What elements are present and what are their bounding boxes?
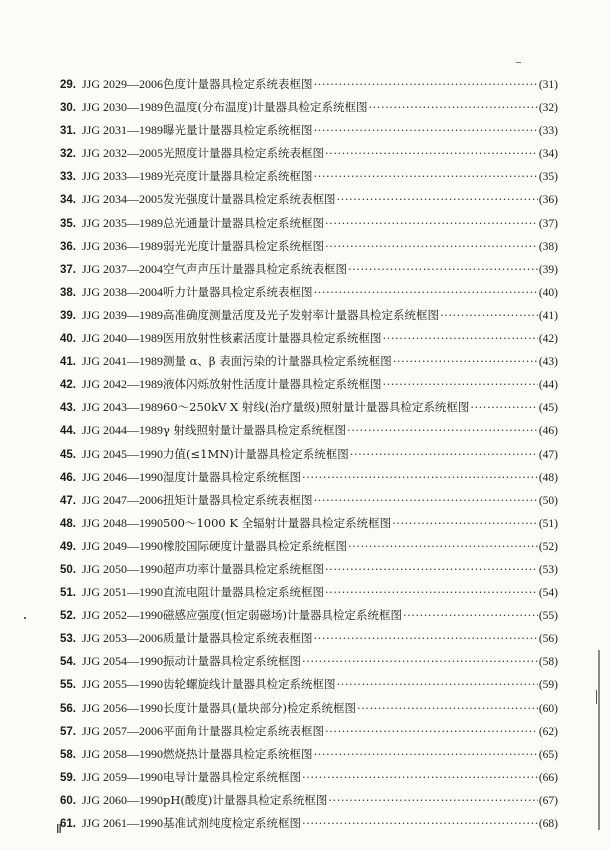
entry-page-number: (60): [538, 702, 558, 715]
entry-title: 色度计量器具检定系统表框图: [163, 77, 313, 91]
toc-entry[interactable]: [60, 604, 558, 627]
entry-title: γ 射线照射量计量器具检定系统框图: [163, 423, 347, 438]
entry-title: 500～1000 K 全辐射计量器具检定系统框图: [163, 515, 392, 530]
standard-code: JJG 2059—1990: [82, 769, 164, 784]
entry-title: 听力计量器具检定系统表框图: [163, 284, 313, 299]
scan-dot-mark: [24, 617, 26, 619]
entry-page-number: (47): [538, 448, 558, 461]
entry-number: 31.: [60, 125, 76, 138]
dot-leader: [325, 581, 538, 604]
entry-page-number: (50): [538, 494, 558, 507]
toc-entry[interactable]: [60, 235, 558, 258]
entry-title: 曝光量计量器具检定系统框图: [163, 123, 313, 138]
dot-leader: [347, 419, 538, 442]
toc-entry[interactable]: [60, 673, 558, 696]
dot-leader: [314, 281, 538, 304]
entry-title: 橡胶国际硬度计量器具检定系统框图: [163, 538, 348, 553]
standard-code: JJG 2060—1990: [82, 792, 164, 807]
entry-number: 32.: [60, 148, 76, 161]
standard-code: JJG 2049—1990: [82, 538, 164, 553]
dot-leader: [302, 766, 538, 789]
dot-leader: [302, 812, 538, 835]
entry-page-number: (36): [538, 194, 558, 207]
entry-number: 50.: [60, 563, 76, 576]
toc-entry[interactable]: [60, 489, 558, 512]
dot-leader: [325, 142, 538, 165]
entry-number: 53.: [60, 633, 76, 646]
entry-title: 高准确度测量活度及光子发射率计量器具检定系统框图: [163, 307, 440, 322]
entry-number: 55.: [60, 679, 76, 692]
entry-title: 弱光光度计量器具检定系统框图: [163, 238, 325, 253]
toc-entry[interactable]: [60, 581, 558, 604]
entry-page-number: (56): [538, 633, 558, 646]
standard-code: JJG 2037—2004: [82, 261, 164, 276]
toc-entry[interactable]: [60, 119, 558, 142]
standard-code: JJG 2050—1990: [82, 561, 164, 576]
entry-page-number: (65): [538, 748, 558, 761]
entry-number: 59.: [60, 771, 76, 784]
standard-code: JJG 2051—1990: [82, 585, 164, 600]
toc-entry[interactable]: [60, 743, 558, 766]
dot-leader: [325, 720, 538, 743]
standard-code: JJG 2034—2005: [82, 192, 164, 207]
entry-number: 49.: [60, 540, 76, 553]
entry-page-number: (52): [538, 540, 558, 553]
dot-leader: [392, 512, 538, 535]
entry-page-number: (40): [538, 286, 558, 299]
entry-title: 医用放射性核素活度计量器具检定系统框图: [163, 331, 382, 346]
toc-entry[interactable]: [60, 419, 558, 442]
scan-edge-mark-small: [596, 690, 597, 704]
dot-leader: [314, 73, 538, 96]
entry-page-number: (62): [538, 725, 558, 738]
entry-title: 电导计量器具检定系统框图: [163, 769, 302, 784]
toc-entry[interactable]: [60, 627, 558, 650]
toc-entry[interactable]: [60, 558, 558, 581]
entry-number: 41.: [60, 356, 76, 369]
entry-title: 质量计量器具检定系统表框图: [163, 631, 313, 646]
dot-leader: [440, 304, 538, 327]
dot-leader: [403, 604, 538, 627]
dot-leader: [325, 558, 538, 581]
toc-entry[interactable]: [60, 443, 558, 466]
entry-page-number: (38): [538, 240, 558, 253]
dot-leader: [337, 188, 538, 211]
entry-title: 测量 α、β 表面污染的计量器具检定系统框图: [163, 354, 392, 369]
entry-page-number: (31): [538, 79, 558, 91]
entry-page-number: (48): [538, 471, 558, 484]
standard-code: JJG 2054—1990: [82, 654, 164, 669]
entry-title: 超声功率计量器具检定系统框图: [163, 561, 325, 576]
entry-number: 61.: [60, 818, 76, 830]
entry-title: 液体闪烁放射性活度计量器具检定系统框图: [163, 377, 382, 392]
standard-code: JJG 2048—1990: [82, 515, 164, 530]
entry-number: 56.: [60, 702, 76, 715]
page-number: Ⅱ: [56, 822, 62, 836]
entry-title: 空气声声压计量器具检定系统表框图: [163, 261, 348, 276]
dot-leader: [350, 443, 538, 466]
toc-entry[interactable]: [60, 720, 558, 743]
standard-code: JJG 2041—1989: [82, 354, 164, 369]
entry-number: 45.: [60, 448, 76, 461]
entry-number: 54.: [60, 656, 76, 669]
toc-entry[interactable]: [60, 327, 558, 350]
entry-title: 燃烧热计量器具检定系统框图: [163, 746, 313, 761]
dot-leader: [348, 535, 538, 558]
entry-number: 36.: [60, 240, 76, 253]
standard-code: JJG 2036—1989: [82, 238, 164, 253]
toc-entry[interactable]: [60, 789, 558, 812]
toc-entry[interactable]: [60, 188, 558, 211]
toc-entry[interactable]: [60, 258, 558, 281]
entry-page-number: (53): [538, 563, 558, 576]
entry-number: 57.: [60, 725, 76, 738]
standard-code: JJG 2057—2006: [82, 723, 164, 738]
entry-number: 44.: [60, 425, 76, 438]
entry-number: 30.: [60, 102, 76, 115]
toc-entry[interactable]: [60, 73, 558, 96]
standard-code: JJG 2030—1989: [82, 100, 164, 115]
entry-title: 直流电阻计量器具检定系统框图: [163, 585, 325, 600]
entry-page-number: (68): [538, 818, 558, 830]
dot-leader: [314, 119, 538, 142]
toc-entry[interactable]: [60, 304, 558, 327]
entry-number: 37.: [60, 263, 76, 276]
entry-title: 60～250kV X 射线(治疗量级)照射量计量器具检定系统框图: [163, 400, 470, 415]
entry-page-number: (59): [538, 679, 558, 692]
standard-code: JJG 2043—1989: [82, 400, 164, 415]
standard-code: JJG 2032—2005: [82, 146, 164, 161]
dot-leader: [357, 697, 538, 720]
entry-number: 48.: [60, 517, 76, 530]
entry-title: 基准试剂纯度检定系统框图: [163, 816, 302, 830]
dot-leader: [328, 789, 537, 812]
entry-title: 光亮度计量器具检定系统框图: [163, 169, 313, 184]
entry-page-number: (66): [538, 771, 558, 784]
entry-page-number: (45): [538, 402, 558, 415]
entry-page-number: (35): [538, 171, 558, 184]
entry-title: pH(酸度)计量器具检定系统框图: [163, 792, 328, 807]
dot-leader: [383, 327, 538, 350]
entry-title: 齿轮螺旋线计量器具检定系统框图: [163, 677, 336, 692]
dot-leader: [470, 396, 537, 419]
toc-entry[interactable]: [60, 812, 558, 835]
standard-code: JJG 2044—1989: [82, 423, 164, 438]
entry-page-number: (44): [538, 379, 558, 392]
dot-leader: [383, 373, 538, 396]
entry-title: 光照度计量器具检定系统表框图: [163, 146, 325, 161]
entry-number: 29.: [60, 79, 76, 91]
entry-page-number: (51): [538, 517, 558, 530]
table-of-contents: [60, 73, 558, 835]
standard-code: JJG 2046—1990: [82, 469, 164, 484]
entry-title: 振动计量器具检定系统框图: [163, 654, 302, 669]
entry-number: 58.: [60, 748, 76, 761]
dot-leader: [314, 627, 538, 650]
standard-code: JJG 2058—1990: [82, 746, 164, 761]
entry-title: 湿度计量器具检定系统框图: [163, 469, 302, 484]
dot-leader: [348, 258, 538, 281]
entry-page-number: (67): [538, 794, 558, 807]
standard-code: JJG 2055—1990: [82, 677, 164, 692]
entry-title: 磁感应强度(恒定弱磁场)计量器具检定系统框图: [163, 608, 402, 623]
dot-leader: [314, 743, 538, 766]
entry-title: 力值(≤1MN)计量器具检定系统框图: [163, 446, 349, 461]
standard-code: JJG 2029—2006: [82, 77, 164, 91]
dot-leader: [314, 165, 538, 188]
standard-code: JJG 2039—1989: [82, 307, 164, 322]
entry-number: 34.: [60, 194, 76, 207]
entry-title: 总光通量计量器具检定系统框图: [163, 215, 325, 230]
standard-code: JJG 2045—1990: [82, 446, 164, 461]
entry-page-number: (55): [538, 610, 558, 623]
entry-page-number: (58): [538, 656, 558, 669]
standard-code: JJG 2053—2006: [82, 631, 164, 646]
entry-page-number: (33): [538, 125, 558, 138]
toc-entry[interactable]: [60, 142, 558, 165]
entry-number: 47.: [60, 494, 76, 507]
entry-page-number: (32): [538, 102, 558, 115]
entry-number: 40.: [60, 333, 76, 346]
standard-code: JJG 2038—2004: [82, 284, 164, 299]
dot-leader: [314, 489, 538, 512]
toc-entry[interactable]: [60, 535, 558, 558]
entry-title: 扭矩计量器具检定系统表框图: [163, 492, 313, 507]
standard-code: JJG 2047—2006: [82, 492, 164, 507]
toc-entry[interactable]: [60, 373, 558, 396]
entry-title: 色温度(分布温度)计量器具检定系统框图: [163, 100, 368, 115]
dot-leader: [325, 235, 538, 258]
toc-entry[interactable]: [60, 165, 558, 188]
toc-entry[interactable]: [60, 466, 558, 489]
entry-number: 38.: [60, 286, 76, 299]
entry-title: 长度计量器具(量块部分)检定系统框图: [163, 700, 356, 715]
dot-leader: [369, 96, 538, 119]
dot-leader: [325, 212, 538, 235]
entry-number: 52.: [60, 610, 76, 623]
entry-number: 51.: [60, 587, 76, 600]
standard-code: JJG 2033—1989: [82, 169, 164, 184]
entry-title: 发光强度计量器具检定系统表框图: [163, 192, 336, 207]
standard-code: JJG 2052—1990: [82, 608, 164, 623]
standard-code: JJG 2061—1990: [82, 816, 164, 830]
scan-edge-mark: [598, 650, 600, 830]
toc-entry[interactable]: [60, 212, 558, 235]
toc-entry[interactable]: [60, 512, 558, 535]
standard-code: JJG 2040—1989: [82, 331, 164, 346]
dot-leader: [337, 673, 538, 696]
dot-leader: [393, 350, 538, 373]
toc-entry[interactable]: [60, 396, 558, 419]
toc-entry[interactable]: [60, 766, 558, 789]
dot-leader: [302, 466, 538, 489]
entry-page-number: (43): [538, 356, 558, 369]
entry-page-number: (46): [538, 425, 558, 438]
entry-page-number: (41): [538, 309, 558, 322]
entry-page-number: (37): [538, 217, 558, 230]
entry-title: 平面角计量器具检定系统表框图: [163, 723, 325, 738]
standard-code: JJG 2042—1989: [82, 377, 164, 392]
scan-tick-mark: [516, 62, 521, 63]
entry-number: 42.: [60, 379, 76, 392]
entry-number: 43.: [60, 402, 76, 415]
toc-entry[interactable]: [60, 281, 558, 304]
standard-code: JJG 2031—1989: [82, 123, 164, 138]
standard-code: JJG 2056—1990: [82, 700, 164, 715]
standard-code: JJG 2035—1989: [82, 215, 164, 230]
entry-number: 60.: [60, 794, 76, 807]
entry-number: 35.: [60, 217, 76, 230]
toc-entry[interactable]: [60, 350, 558, 373]
entry-page-number: (42): [538, 333, 558, 346]
entry-page-number: (54): [538, 587, 558, 600]
entry-page-number: (39): [538, 263, 558, 276]
entry-number: 39.: [60, 309, 76, 322]
entry-number: 46.: [60, 471, 76, 484]
dot-leader: [302, 650, 538, 673]
toc-entry[interactable]: [60, 697, 558, 720]
entry-page-number: (34): [538, 148, 558, 161]
toc-entry[interactable]: [60, 96, 558, 119]
toc-entry[interactable]: [60, 650, 558, 673]
entry-number: 33.: [60, 171, 76, 184]
